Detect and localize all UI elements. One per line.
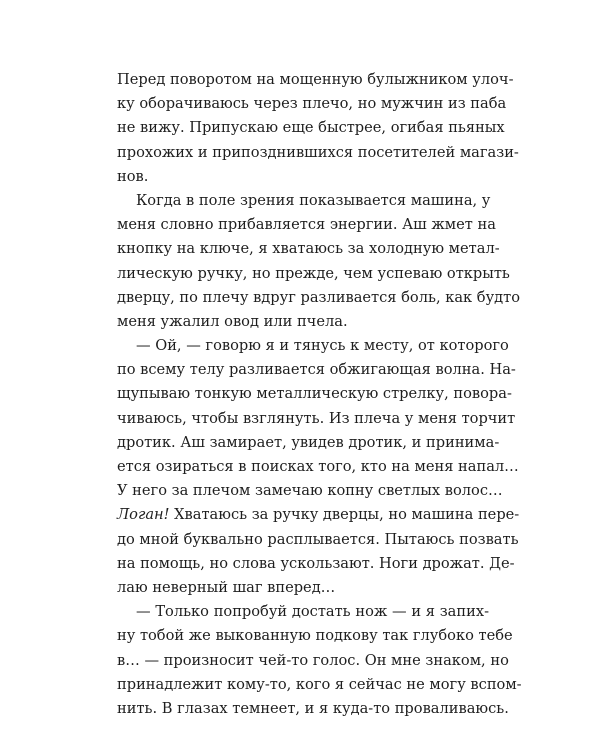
text-line: нов. [117,167,149,185]
body-text [117,68,522,721]
text-line: в… — произносит чей-то голос. Он мне знаком, но [117,651,509,669]
text-line: ется озираться в поисках того, кто на меня напал… [117,458,519,475]
text-line: — Ой, — говорю я и тянусь к месту, от которого [136,337,509,355]
text-line: на помощь, но слова ускользают. Ноги дрожат. Де- [117,554,515,572]
text-line: дверцу, по плечу вдруг разливается боль, как будто [117,288,521,306]
text-line: ну тобой же выкованную подкову так глубоко тебе [117,627,513,645]
paragraph-1 [117,68,519,189]
text-line: меня словно прибавляется энергии. Аш жмет на [117,216,496,234]
paragraph-4 [117,600,522,721]
text-line: ку оборачиваюсь через плечо, но мужчин из паба [117,95,507,113]
text-line: не вижу. Припускаю еще быстрее, огибая пьяных [117,119,505,137]
text-line: принадлежит кому-то, кого я сейчас не могу вспом- [117,675,522,693]
text-line: до мной буквально расплывается. Пытаюсь позвать [117,530,519,548]
paragraph-2 [117,189,521,334]
text-line: Когда в поле зрения показывается машина, у [136,191,491,209]
text-line: Перед поворотом на мощенную булыжником улоч- [117,71,514,88]
text-line: меня ужалил овод или пчела. [117,312,348,330]
text-line: нить. В глазах темнеет, и я куда-то проваливаюсь. [117,699,509,717]
text-line: У него за плечом замечаю копну светлых волос… [117,482,503,500]
text-line: щупываю тонкую металлическую стрелку, повора- [117,385,512,403]
italic-name: Логан! [117,506,170,524]
text-line: — Только попробуй достать нож — и я запих- [136,603,489,621]
text-line: по всему телу разливается обжигающая волна. На- [117,361,516,379]
text-line: лаю неверный шаг вперед… [117,578,336,596]
text-line: кнопку на ключе, я хватаюсь за холодную метал- [117,240,500,258]
text-line: дротик. Аш замирает, увидев дротик, и принима- [117,433,500,451]
text-line: прохожих и припозднившихся посетителей магази- [117,143,519,161]
text-line-with-italic [117,503,520,527]
text-line: чиваюсь, чтобы взглянуть. Из плеча у меня торчит [117,409,516,427]
paragraph-3 [117,334,520,600]
text-line: лическую ручку, но прежде, чем успеваю открыть [117,264,510,282]
text-line-rest: Хватаюсь за ручку дверцы, но машина пере- [169,506,520,524]
